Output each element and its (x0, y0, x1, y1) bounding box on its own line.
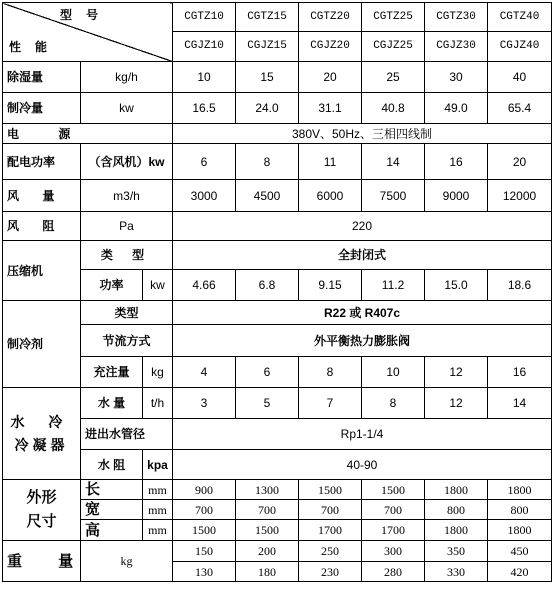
dimensions-label-cell (3, 480, 81, 541)
value-cell: 1300 (236, 480, 299, 500)
condenser-label-line1: 水 冷 (10, 414, 73, 431)
value-cell: 20 (299, 62, 362, 93)
condenser-water-row (3, 388, 552, 419)
condenser-label-cell (3, 388, 81, 480)
value-cell: 1800 (488, 520, 552, 541)
value-cell: 900 (173, 480, 236, 500)
value-cell: 6 (173, 144, 236, 180)
value-cell: 1500 (236, 520, 299, 541)
value-cell: 1800 (488, 480, 552, 500)
value-cell: 5 (236, 388, 299, 419)
value-cell: 230 (299, 562, 362, 582)
condenser-label-line2: 冷凝器 (14, 436, 69, 453)
value-cell: 31.1 (299, 93, 362, 124)
row-unit: mm (143, 480, 173, 500)
row-label: 配电功率 (3, 144, 81, 180)
value-cell: 700 (299, 500, 362, 520)
row-unit: Pa (81, 212, 173, 241)
compressor-type-row (3, 241, 552, 270)
row-unit: mm (143, 520, 173, 541)
model-name: CGTZ25 (362, 3, 425, 32)
value-cell: 30 (425, 62, 488, 93)
value-cell: 1700 (299, 520, 362, 541)
value-cell: 3 (173, 388, 236, 419)
value-cell: 12 (425, 357, 488, 388)
sub-label: 进出水管径 (81, 419, 173, 450)
value-cell: 4 (173, 357, 236, 388)
value-cell: 25 (362, 62, 425, 93)
value-cell: 15.0 (425, 270, 488, 301)
dimensions-label-line2: 尺寸 (26, 513, 57, 530)
value-cell: 外平衡热力膨胀阀 (173, 325, 552, 357)
value-cell: 1700 (362, 520, 425, 541)
model-name: CGJZ25 (362, 32, 425, 62)
model-name: CGJZ10 (173, 32, 236, 62)
condenser-pipe-row (3, 419, 552, 450)
row-unit: mm (143, 500, 173, 520)
value-cell: 11.2 (362, 270, 425, 301)
row-unit: t/h (143, 388, 173, 419)
sub-label: 水 阻 (81, 450, 143, 480)
dimension-length-row (3, 480, 552, 500)
value-cell: 1800 (425, 520, 488, 541)
row-unit: kg (143, 357, 173, 388)
value-cell: 10 (173, 62, 236, 93)
value-cell: 250 (299, 541, 362, 562)
value-cell: 7500 (362, 180, 425, 212)
value-cell: 220 (173, 212, 552, 241)
value-cell: 40 (488, 62, 552, 93)
row-label: 制冷剂 (3, 301, 81, 388)
value-cell: 1800 (425, 480, 488, 500)
value-cell: 15 (236, 62, 299, 93)
row-unit: kg/h (81, 62, 173, 93)
row-unit: （含风机）kw (81, 144, 173, 180)
value-cell: 9000 (425, 180, 488, 212)
value-cell: 1500 (173, 520, 236, 541)
value-cell: 350 (425, 541, 488, 562)
refrigerant-charge-row (3, 357, 552, 388)
compressor-power-row (3, 270, 552, 301)
sub-label: 功率 (81, 270, 143, 301)
value-cell: 6.8 (236, 270, 299, 301)
dimensions-label-line1: 外形 (26, 489, 57, 506)
model-name: CGTZ20 (299, 3, 362, 32)
value-cell: R22 或 R407c (173, 301, 552, 325)
model-name: CGTZ40 (488, 3, 552, 32)
spec-table (2, 2, 552, 582)
sub-label: 类 型 (81, 241, 173, 270)
sub-label: 类型 (81, 301, 173, 325)
model-name: CGJZ40 (488, 32, 552, 62)
value-cell: 40-90 (173, 450, 552, 480)
value-cell: 700 (362, 500, 425, 520)
row-unit: m3/h (81, 180, 173, 212)
value-cell: 40.8 (362, 93, 425, 124)
sub-label: 水 量 (81, 388, 143, 419)
value-cell: 130 (173, 562, 236, 582)
model-header-label: 型号 (60, 8, 113, 22)
value-cell: 700 (173, 500, 236, 520)
value-cell: 6 (236, 357, 299, 388)
value-cell: 全封闭式 (173, 241, 552, 270)
row-label: 风 阻 (3, 212, 81, 241)
header-diagonal-cell (3, 3, 173, 62)
model-name: CGJZ15 (236, 32, 299, 62)
refrigerant-throttle-row (3, 325, 552, 357)
model-name: CGTZ30 (425, 3, 488, 32)
row-unit: kpa (143, 450, 173, 480)
value-cell: 14 (362, 144, 425, 180)
sub-label: 长 (81, 480, 143, 500)
cooling-row (3, 93, 552, 124)
dimension-width-row (3, 500, 552, 520)
value-cell: 8 (299, 357, 362, 388)
value-cell: 65.4 (488, 93, 552, 124)
value-cell: 180 (236, 562, 299, 582)
model-name: CGJZ20 (299, 32, 362, 62)
value-cell: 4500 (236, 180, 299, 212)
value-cell: 380V、50Hz、三相四线制 (173, 124, 552, 144)
value-cell: 150 (173, 541, 236, 562)
value-cell: 450 (488, 541, 552, 562)
value-cell: 4.66 (173, 270, 236, 301)
value-cell: 18.6 (488, 270, 552, 301)
value-cell: 420 (488, 562, 552, 582)
value-cell: 24.0 (236, 93, 299, 124)
value-cell: 11 (299, 144, 362, 180)
row-unit: kw (81, 93, 173, 124)
value-cell: 16.5 (173, 93, 236, 124)
value-cell: 14 (488, 388, 552, 419)
row-label: 除湿量 (3, 62, 81, 93)
airflow-row (3, 180, 552, 212)
value-cell: 700 (236, 500, 299, 520)
value-cell: 16 (425, 144, 488, 180)
value-cell: 300 (362, 541, 425, 562)
row-label: 风 量 (3, 180, 81, 212)
value-cell: 12000 (488, 180, 552, 212)
value-cell: Rp1-1/4 (173, 419, 552, 450)
value-cell: 200 (236, 541, 299, 562)
power-supply-row (3, 124, 552, 144)
value-cell: 20 (488, 144, 552, 180)
row-unit: kw (143, 270, 173, 301)
row-label: 重 量 (3, 541, 81, 582)
dehumid-row (3, 62, 552, 93)
sub-label: 充注量 (81, 357, 143, 388)
condenser-resist-row (3, 450, 552, 480)
value-cell: 12 (425, 388, 488, 419)
value-cell: 3000 (173, 180, 236, 212)
dimension-height-row (3, 520, 552, 541)
value-cell: 8 (236, 144, 299, 180)
value-cell: 1500 (299, 480, 362, 500)
sub-label: 节流方式 (81, 325, 173, 357)
value-cell: 7 (299, 388, 362, 419)
value-cell: 16 (488, 357, 552, 388)
row-label: 制冷量 (3, 93, 81, 124)
sub-label: 宽 (81, 500, 143, 520)
weight-row-t (3, 541, 552, 562)
value-cell: 800 (488, 500, 552, 520)
resistance-row (3, 212, 552, 241)
power-row (3, 144, 552, 180)
sub-label: 高 (81, 520, 143, 541)
value-cell: 10 (362, 357, 425, 388)
value-cell: 1500 (362, 480, 425, 500)
value-cell: 280 (362, 562, 425, 582)
row-label: 压缩机 (3, 241, 81, 301)
value-cell: 9.15 (299, 270, 362, 301)
row-label: 电 源 (3, 124, 173, 144)
value-cell: 6000 (299, 180, 362, 212)
value-cell: 49.0 (425, 93, 488, 124)
refrigerant-type-row (3, 301, 552, 325)
model-name: CGTZ15 (236, 3, 299, 32)
model-name: CGTZ10 (173, 3, 236, 32)
value-cell: 800 (425, 500, 488, 520)
value-cell: 8 (362, 388, 425, 419)
header-row-t (3, 3, 552, 32)
performance-header-label: 性能 (9, 40, 62, 54)
row-unit: kg (81, 541, 173, 582)
value-cell: 330 (425, 562, 488, 582)
model-name: CGJZ30 (425, 32, 488, 62)
